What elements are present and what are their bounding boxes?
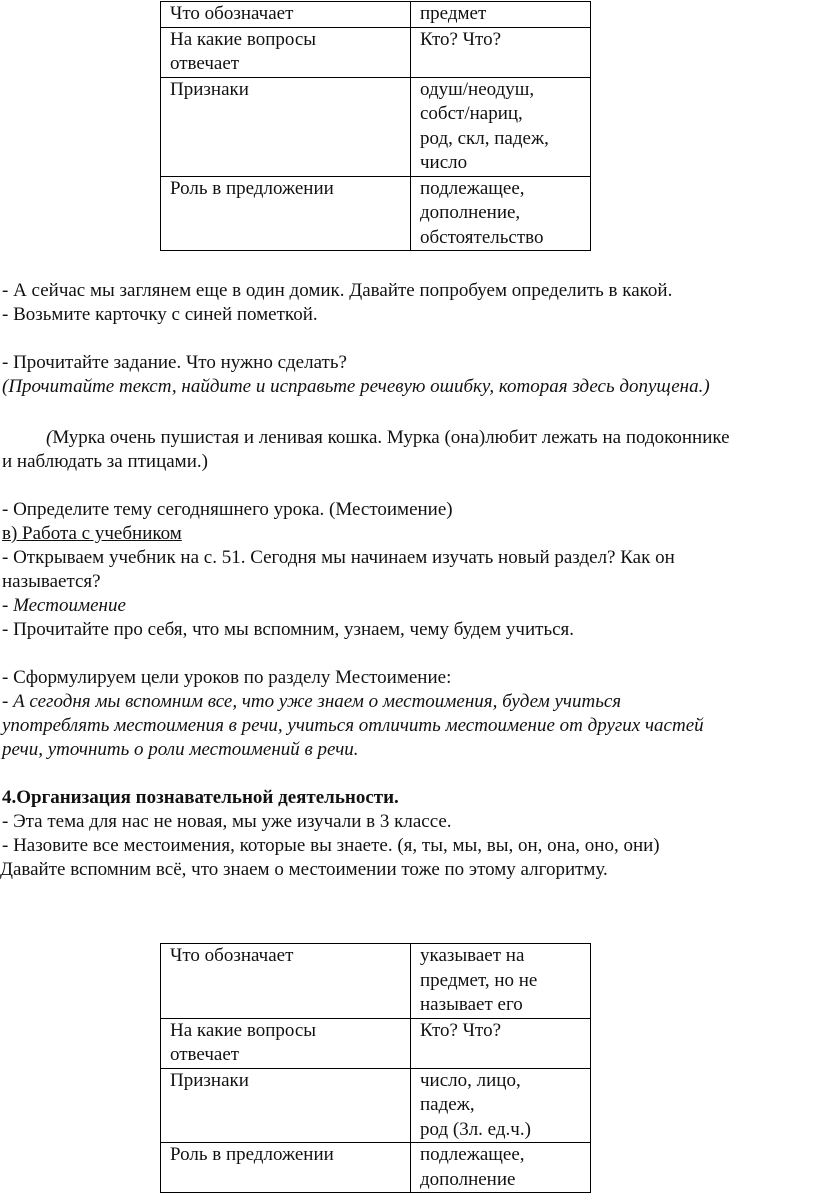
paragraph-name-pronouns: - Назовите все местоимения, которые вы знаете. (я, ты, мы, вы, он, она, оно, они) — [2, 835, 660, 856]
paragraph-not-new-topic: - Эта тема для нас не новая, мы уже изучали в 3 классе. — [2, 811, 452, 832]
table-cell-value: указывает на предмет, но не называет его — [411, 944, 591, 1019]
table-cell-label: Роль в предложении — [161, 1143, 411, 1193]
paragraph-example-text: (Мурка очень пушистая и ленивая кошка. Мурка (она)любит лежать на подоконнике — [46, 427, 730, 448]
table-row — [161, 1068, 591, 1143]
section-heading-textbook: в) Работа с учебником — [2, 523, 182, 544]
table-row — [161, 176, 591, 251]
table-cell-label: Что обозначает — [161, 2, 411, 28]
paragraph-goals-2: употреблять местоимения в речи, учиться отличить местоимение от других частей — [2, 715, 704, 736]
paragraph-intro: - А сейчас мы заглянем еще в один домик. Давайте попробуем определить в какой. — [2, 280, 673, 301]
table-cell-value: Кто? Что? — [411, 1018, 591, 1068]
paragraph-example-text-end: и наблюдать за птицами.) — [2, 451, 208, 472]
paragraph-goals-3: речи, уточнить о роли местоимений в речи. — [2, 739, 359, 760]
paragraph-card: - Возьмите карточку с синей пометкой. — [2, 304, 318, 325]
table-cell-label: Признаки — [161, 1068, 411, 1143]
paragraph-task-instruction: (Прочитайте текст, найдите и исправьте речевую ошибку, которая здесь допущена.) — [2, 376, 710, 397]
table-cell-value: предмет — [411, 2, 591, 28]
table-cell-label: Что обозначает — [161, 944, 411, 1019]
paragraph-open-textbook: - Открываем учебник на с. 51. Сегодня мы начинаем изучать новый раздел? Как он — [2, 547, 675, 568]
paragraph-lesson-topic: - Определите тему сегодняшнего урока. (Местоимение) — [2, 499, 453, 520]
pronoun-table — [160, 943, 591, 1193]
table-row — [161, 1018, 591, 1068]
table-cell-value: подлежащее, дополнение, обстоятельство — [411, 176, 591, 251]
noun-table — [160, 1, 591, 251]
paragraph-goals-1: - А сегодня мы вспомним все, что уже знаем о местоимения, будем учиться — [2, 691, 622, 712]
table-cell-value: Кто? Что? — [411, 27, 591, 77]
table-cell-value: число, лицо, падеж, род (3л. ед.ч.) — [411, 1068, 591, 1143]
table-row — [161, 77, 591, 176]
table-cell-value: подлежащее, дополнение — [411, 1143, 591, 1193]
table-cell-value: одуш/неодуш, собст/нариц, род, скл, падеж, число — [411, 77, 591, 176]
table-cell-label: Признаки — [161, 77, 411, 176]
table-row — [161, 27, 591, 77]
table-row — [161, 2, 591, 28]
table-cell-label: На какие вопросы отвечает — [161, 27, 411, 77]
table-cell-label: На какие вопросы отвечает — [161, 1018, 411, 1068]
table-cell-label: Роль в предложении — [161, 176, 411, 251]
paragraph-task: - Прочитайте задание. Что нужно сделать? — [2, 352, 347, 373]
paragraph-algorithm: Давайте вспомним всё, что знаем о местоимении тоже по этому алгоритму. — [0, 859, 608, 880]
table-row — [161, 944, 591, 1019]
table-row — [161, 1143, 591, 1193]
paragraph-read-silently: - Прочитайте про себя, что мы вспомним, узнаем, чему будем учиться. — [2, 619, 575, 640]
paragraph-open-textbook-end: называется? — [2, 571, 101, 592]
paragraph-goals-heading: - Сформулируем цели уроков по разделу Местоимение: — [2, 667, 452, 688]
paragraph-answer: - Местоимение — [2, 595, 126, 616]
section-heading-activity: 4.Организация познавательной деятельности. — [2, 787, 399, 808]
